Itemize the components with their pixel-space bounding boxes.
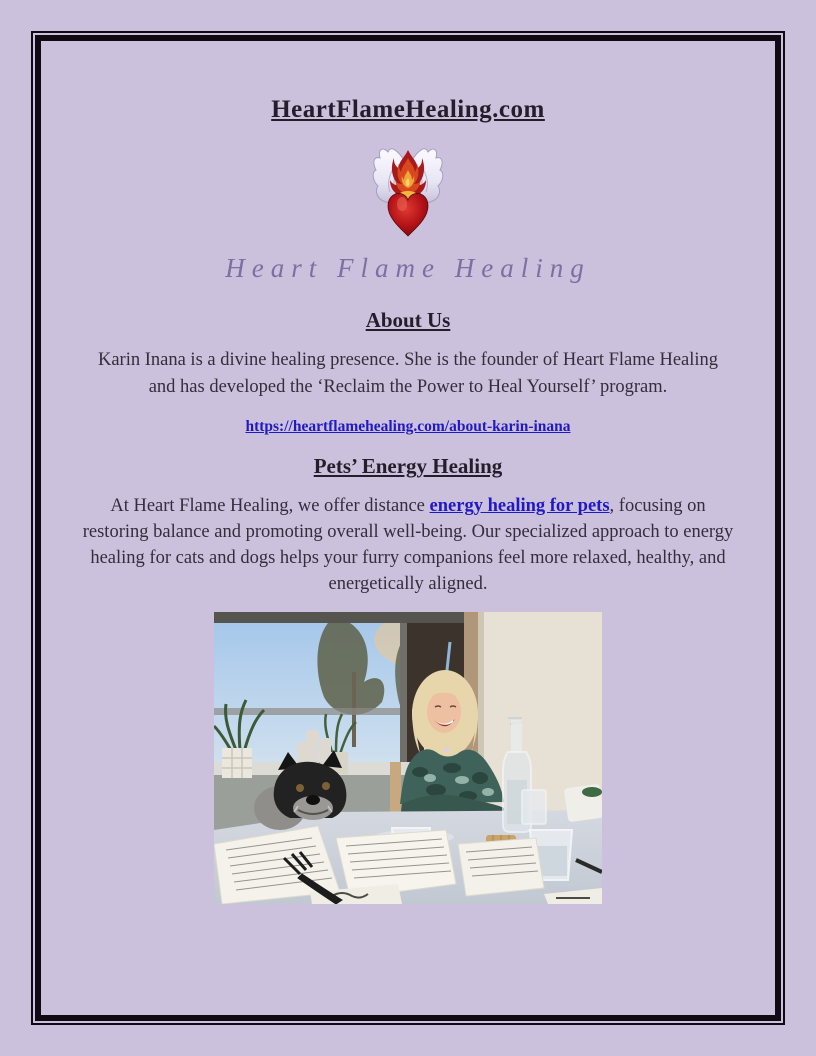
roof-beam (214, 612, 476, 623)
face (427, 691, 461, 733)
small-glass (522, 790, 546, 824)
menu-right (458, 838, 544, 896)
about-paragraph: Karin Inana is a divine healing presence. She is the founder of Heart Flame Healing and has developed the ‘Reclaim the Power to Heal Yourself’ program. (97, 350, 719, 397)
white-cube-pot (222, 748, 252, 778)
photo-scene (214, 612, 602, 904)
dog-eye-right (322, 782, 330, 790)
brand-script-text: Heart Flame Healing (225, 253, 591, 283)
window-mullion (400, 623, 407, 763)
logo (41, 144, 775, 239)
napkin (564, 784, 602, 823)
about-link[interactable]: https://heartflamehealing.com/about-karin-inana (245, 418, 571, 435)
dog-eye-left (296, 784, 304, 792)
dog-nose (306, 795, 320, 805)
pets-energy-healing-link[interactable]: energy healing for pets (429, 496, 610, 516)
pets-paragraph (78, 493, 738, 597)
heart-highlight (397, 197, 407, 211)
pets-heading: Pets’ Energy Healing (313, 454, 503, 478)
necklace-pendant (445, 748, 450, 753)
site-title: HeartFlameHealing.com (271, 96, 545, 123)
photo-woman-with-dog (214, 612, 602, 904)
winged-flaming-heart-icon (370, 144, 446, 239)
page-content (35, 35, 781, 1021)
heart (388, 194, 428, 237)
pets-paragraph-prefix: At Heart Flame Healing, we offer distance (110, 496, 430, 516)
about-heading: About Us (365, 308, 451, 332)
pets-paragraph-suffix: , focusing on restoring balance and promoting overall well-being. Our specialized approach to energy healing for cats and dogs helps your furry companions feel more relaxed, healthy, and energetically aligned. (82, 496, 734, 594)
page-frame (31, 31, 785, 1025)
